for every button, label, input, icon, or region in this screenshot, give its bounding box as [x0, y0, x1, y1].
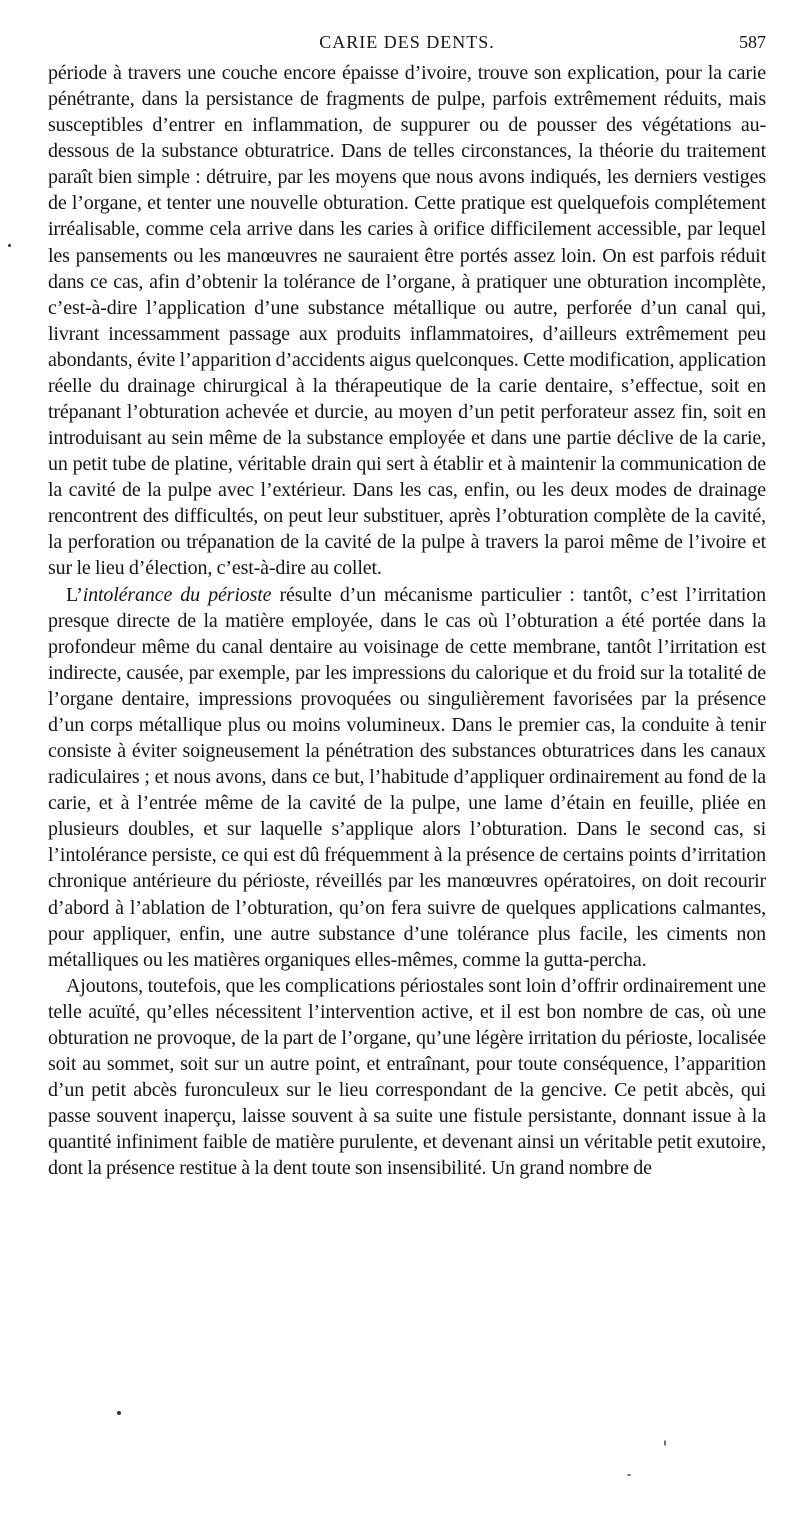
paragraph-1: période à travers une couche encore épaisse d’ivoire, trouve son explication, pour la carie pénétrante, dans la persistance de fragments de pulpe, parfois extrêmement réduits, mais susceptibles d’entrer en inflammation, de suppurer ou de pousser des végétations au-dessous de la substance obturatrice. Dans de telles circonstances, la théorie du traitement paraît bien simple : détruire, par les moyens que nous avons indiqués, les derniers vestiges de l’organe, et tenter une nouvelle obturation. Cette pratique est quelquefois complétement irréalisable, comme cela arrive dans les caries à orifice difficilement accessible, par lequel les pansements ou les manœuvres ne sauraient être portés assez loin. On est parfois réduit dans ce cas, afin d’obtenir la tolérance de l’organe, à pratiquer une obturation incomplète, c’est-à-dire l’application d’une substance métallique ou autre, perforée d’un canal qui, livrant incessamment passage aux produits inflammatoires, d’ailleurs extrêmement peu abondants, évite l’apparition d’accidents aigus quelconques. Cette modification, application réelle du drainage chirurgical à la thérapeutique de la carie dentaire, s’effectue, soit en trépanant l’obturation achevée et durcie, au moyen d’un petit perforateur assez fin, soit en introduisant au sein même de la substance employée et dans une partie déclive de la carie, un petit tube de platine, véritable drain qui sert à établir et à maintenir la communication de la cavité de la pulpe avec l’extérieur. Dans les cas, enfin, ou les deux modes de drainage rencontrent des difficultés, on peut leur substituer, après l’obturation complète de la cavité, la perforation ou trépanation de la cavité de la pulpe à travers la paroi même de l’ivoire et sur le lieu d’élection, c’est-à-dire au collet.: [48, 62, 766, 580]
scan-speck: [8, 244, 11, 247]
paragraph-2-text: résulte d’un mécanisme particulier : tantôt, c’est l’irritation presque directe de la matière employée, dans le cas où l’obturation a été portée dans la profondeur même du canal dentaire au voisinage de cette membrane, tantôt l’irritation est indirecte, causée, par exemple, par les impressions du calorique et du froid sur la totalité de l’organe dentaire, impressions provoquées ou singulièrement favorisées par la présence d’un corps métallique plus ou moins volumineux. Dans le premier cas, la conduite à tenir consiste à éviter soigneusement la pénétration des substances obturatrices dans les canaux radiculaires ; et nous avons, dans ce but, l’habitude d’appliquer ordinairement au fond de la carie, et à l’entrée même de la cavité de la pulpe, une lame d’étain en feuille, pliée en plusieurs doubles, et sur laquelle s’applique alors l’obturation. Dans le second cas, si l’intolérance persiste, ce qui est dû fréquemment à la présence de certains points d’irritation chronique antérieure du périoste, réveillés par les manœuvres opératoires, on doit recourir d’abord à l’ablation de l’obturation, qu’on fera suivre de quelques applications calmantes, pour appliquer, enfin, une autre substance d’une tolérance plus facile, les ciments non métalliques ou les matières organiques elles-mêmes, comme la gutta-percha.: [48, 583, 766, 971]
running-title: CARIE DES DENTS.: [319, 32, 495, 52]
paragraph-2-prefix: L’: [66, 583, 83, 606]
running-header: [48, 30, 766, 54]
page-number: 587: [739, 32, 766, 52]
paragraph-2-italic-lead: intolérance du périoste: [82, 583, 272, 606]
paragraph-3: Ajoutons, toutefois, que les complications périostales sont loin d’offrir ordinairement une telle acuïté, qu’elles nécessitent l’intervention active, et il est bon nombre de cas, où une obturation ne provoque, de la part de l’organe, qu’une légère irritation du périoste, localisée soit au sommet, soit sur un autre point, et entraînant, pour toute conséquence, l’apparition d’un petit abcès furonculeux sur le lieu correspondant de la gencive. Ce petit abcès, qui passe souvent inaperçu, laisse souvent à sa suite une fistule persistante, donnant issue à la quantité infiniment faible de matière purulente, et devenant ainsi un véritable petit exutoire, dont la présence restitue à la dent toute son insensibilité. Un grand nombre de: [48, 974, 766, 1180]
body-text: [48, 60, 766, 1181]
scan-speck: [664, 1440, 666, 1446]
scan-speck: [627, 1474, 631, 1476]
scan-speck: [117, 1411, 121, 1415]
paragraph-2: [48, 582, 766, 973]
